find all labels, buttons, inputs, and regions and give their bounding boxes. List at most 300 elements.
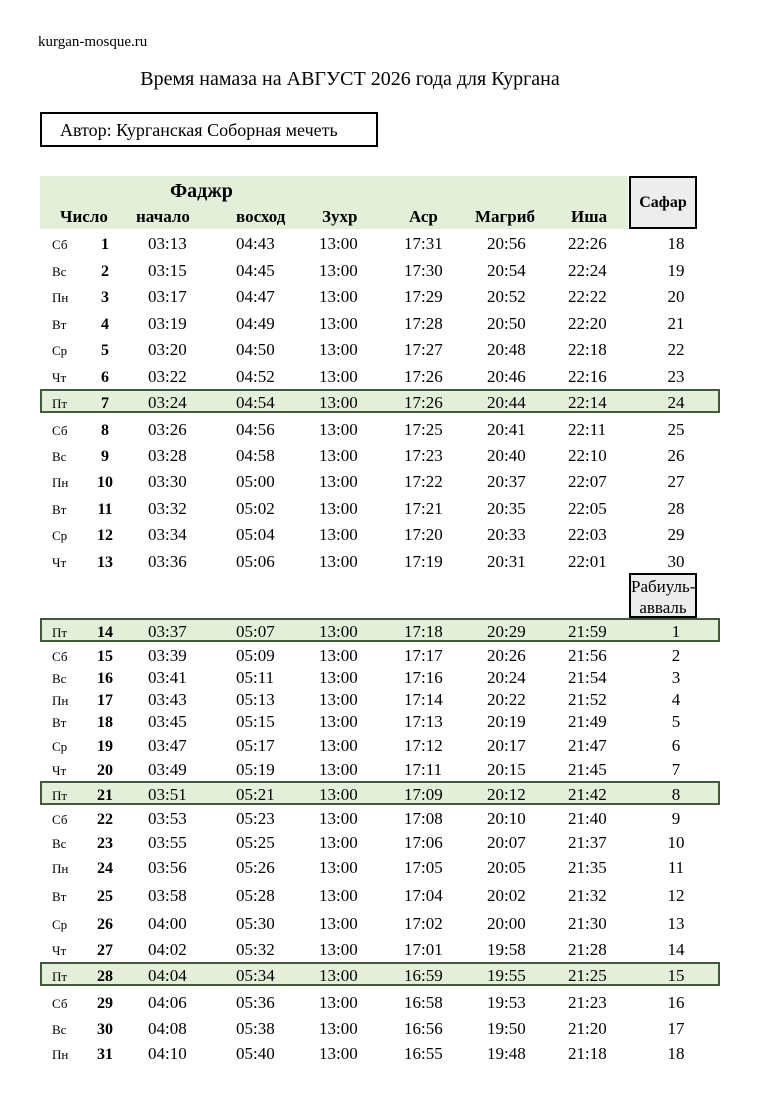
table-row bbox=[0, 806, 770, 830]
hijri-day-cell: 15 bbox=[667, 966, 685, 985]
day-number-cell: 8 bbox=[101, 422, 109, 439]
weekday-cell: Вс bbox=[52, 836, 67, 851]
time-cell-f: 04:08 bbox=[148, 1019, 187, 1038]
site-url: kurgan-mosque.ru bbox=[38, 34, 148, 50]
table-row bbox=[0, 990, 770, 1014]
time-cell-s: 05:09 bbox=[236, 646, 275, 665]
asr-header: Аср bbox=[409, 207, 438, 226]
time-cell-s: 04:45 bbox=[236, 261, 275, 280]
time-cell-m: 20:02 bbox=[487, 886, 526, 905]
day-number-cell: 24 bbox=[97, 860, 113, 877]
weekday-cell: Чт bbox=[52, 370, 67, 385]
table-row bbox=[0, 733, 770, 757]
table-row bbox=[0, 883, 770, 907]
time-cell-m: 20:40 bbox=[487, 446, 526, 465]
time-cell-z: 13:00 bbox=[319, 499, 358, 518]
time-cell-i: 22:16 bbox=[568, 367, 607, 386]
table-row bbox=[0, 337, 770, 361]
time-cell-i: 22:01 bbox=[568, 552, 607, 571]
weekday-cell: Пт bbox=[52, 788, 68, 803]
time-cell-s: 04:50 bbox=[236, 340, 275, 359]
day-number-cell: 16 bbox=[97, 670, 113, 687]
time-cell-a: 17:06 bbox=[404, 833, 443, 852]
time-cell-f: 03:58 bbox=[148, 886, 187, 905]
weekday-cell: Сб bbox=[52, 237, 68, 252]
time-cell-f: 03:30 bbox=[148, 472, 187, 491]
weekday-cell: Вт bbox=[52, 889, 67, 904]
time-cell-i: 21:54 bbox=[568, 668, 607, 687]
time-cell-a: 17:04 bbox=[404, 886, 443, 905]
weekday-cell: Ср bbox=[52, 343, 68, 358]
day-number-cell: 7 bbox=[101, 395, 109, 412]
time-cell-z: 13:00 bbox=[319, 525, 358, 544]
time-cell-i: 21:25 bbox=[568, 966, 607, 985]
time-cell-s: 05:11 bbox=[236, 668, 275, 687]
weekday-cell: Вт bbox=[52, 715, 67, 730]
time-cell-f: 04:00 bbox=[148, 914, 187, 933]
time-cell-i: 22:03 bbox=[568, 525, 607, 544]
time-cell-f: 03:15 bbox=[148, 261, 187, 280]
hijri-day-cell: 24 bbox=[667, 393, 685, 412]
time-cell-a: 16:58 bbox=[404, 993, 443, 1012]
weekday-cell: Вс bbox=[52, 671, 67, 686]
time-cell-a: 17:23 bbox=[404, 446, 443, 465]
day-number-cell: 31 bbox=[97, 1046, 113, 1063]
time-cell-m: 20:48 bbox=[487, 340, 526, 359]
time-cell-a: 17:19 bbox=[404, 552, 443, 571]
time-cell-f: 03:45 bbox=[148, 712, 187, 731]
time-cell-a: 17:12 bbox=[404, 736, 443, 755]
weekday-cell: Сб bbox=[52, 649, 68, 664]
time-cell-a: 17:25 bbox=[404, 420, 443, 439]
hijri-day-cell: 14 bbox=[667, 940, 685, 959]
time-cell-z: 13:00 bbox=[319, 858, 358, 877]
day-number-cell: 20 bbox=[97, 762, 113, 779]
hijri-day-cell: 9 bbox=[671, 809, 681, 828]
time-cell-s: 05:26 bbox=[236, 858, 275, 877]
table-row bbox=[0, 709, 770, 733]
table-row bbox=[0, 522, 770, 546]
hijri-day-cell: 29 bbox=[667, 525, 685, 544]
time-cell-z: 13:00 bbox=[319, 966, 358, 985]
time-cell-i: 21:47 bbox=[568, 736, 607, 755]
weekday-cell: Пт bbox=[52, 396, 68, 411]
table-row bbox=[0, 311, 770, 335]
time-cell-a: 17:22 bbox=[404, 472, 443, 491]
time-cell-i: 21:56 bbox=[568, 646, 607, 665]
time-cell-a: 16:56 bbox=[404, 1019, 443, 1038]
dhuhr-header: Зухр bbox=[322, 207, 358, 226]
time-cell-f: 03:24 bbox=[148, 393, 187, 412]
time-cell-a: 17:26 bbox=[404, 367, 443, 386]
time-cell-z: 13:00 bbox=[319, 367, 358, 386]
time-cell-a: 17:09 bbox=[404, 785, 443, 804]
day-number-cell: 25 bbox=[97, 888, 113, 905]
table-row bbox=[0, 619, 770, 643]
time-cell-z: 13:00 bbox=[319, 809, 358, 828]
time-cell-f: 04:02 bbox=[148, 940, 187, 959]
weekday-cell: Пн bbox=[52, 1047, 69, 1062]
hijri-day-cell: 13 bbox=[667, 914, 685, 933]
time-cell-m: 20:24 bbox=[487, 668, 526, 687]
time-cell-z: 13:00 bbox=[319, 690, 358, 709]
day-number-cell: 9 bbox=[101, 448, 109, 465]
time-cell-z: 13:00 bbox=[319, 314, 358, 333]
time-cell-z: 13:00 bbox=[319, 622, 358, 641]
day-number-cell: 27 bbox=[97, 942, 113, 959]
table-row bbox=[0, 687, 770, 711]
weekday-cell: Ср bbox=[52, 528, 68, 543]
time-cell-a: 16:59 bbox=[404, 966, 443, 985]
time-cell-z: 13:00 bbox=[319, 785, 358, 804]
time-cell-i: 21:40 bbox=[568, 809, 607, 828]
time-cell-m: 20:44 bbox=[487, 393, 526, 412]
time-cell-s: 05:32 bbox=[236, 940, 275, 959]
time-cell-i: 22:10 bbox=[568, 446, 607, 465]
hijri-day-cell: 12 bbox=[667, 886, 685, 905]
time-cell-i: 21:20 bbox=[568, 1019, 607, 1038]
time-cell-a: 17:17 bbox=[404, 646, 443, 665]
day-header: Число bbox=[60, 207, 108, 226]
time-cell-s: 05:00 bbox=[236, 472, 275, 491]
hijri-day-cell: 16 bbox=[667, 993, 685, 1012]
time-cell-i: 22:18 bbox=[568, 340, 607, 359]
hijri-day-cell: 10 bbox=[667, 833, 685, 852]
time-cell-z: 13:00 bbox=[319, 668, 358, 687]
table-row bbox=[0, 665, 770, 689]
time-cell-i: 21:30 bbox=[568, 914, 607, 933]
table-row bbox=[0, 364, 770, 388]
time-cell-s: 05:07 bbox=[236, 622, 275, 641]
time-cell-s: 05:15 bbox=[236, 712, 275, 731]
time-cell-i: 21:23 bbox=[568, 993, 607, 1012]
day-number-cell: 15 bbox=[97, 648, 113, 665]
time-cell-i: 22:14 bbox=[568, 393, 607, 412]
time-cell-i: 22:26 bbox=[568, 234, 607, 253]
time-cell-s: 05:23 bbox=[236, 809, 275, 828]
day-number-cell: 28 bbox=[97, 968, 113, 985]
table-row bbox=[0, 258, 770, 282]
time-cell-i: 21:45 bbox=[568, 760, 607, 779]
table-row bbox=[0, 963, 770, 987]
table-row bbox=[0, 643, 770, 667]
weekday-cell: Чт bbox=[52, 943, 67, 958]
time-cell-m: 20:12 bbox=[487, 785, 526, 804]
time-cell-f: 03:34 bbox=[148, 525, 187, 544]
time-cell-z: 13:00 bbox=[319, 993, 358, 1012]
time-cell-f: 03:55 bbox=[148, 833, 187, 852]
time-cell-m: 20:54 bbox=[487, 261, 526, 280]
time-cell-s: 05:28 bbox=[236, 886, 275, 905]
table-row bbox=[0, 757, 770, 781]
time-cell-a: 17:26 bbox=[404, 393, 443, 412]
time-cell-a: 17:05 bbox=[404, 858, 443, 877]
time-cell-i: 21:42 bbox=[568, 785, 607, 804]
time-cell-s: 04:58 bbox=[236, 446, 275, 465]
day-number-cell: 12 bbox=[97, 527, 113, 544]
table-row bbox=[0, 782, 770, 806]
time-cell-m: 19:48 bbox=[487, 1044, 526, 1063]
time-cell-s: 05:17 bbox=[236, 736, 275, 755]
time-cell-a: 17:29 bbox=[404, 287, 443, 306]
hijri-day-cell: 28 bbox=[667, 499, 685, 518]
hijri-month-rabi-al-awwal: Рабиуль- авваль bbox=[629, 573, 697, 618]
time-cell-s: 05:38 bbox=[236, 1019, 275, 1038]
time-cell-i: 21:18 bbox=[568, 1044, 607, 1063]
day-number-cell: 2 bbox=[101, 263, 109, 280]
time-cell-z: 13:00 bbox=[319, 833, 358, 852]
time-cell-z: 13:00 bbox=[319, 420, 358, 439]
time-cell-s: 04:52 bbox=[236, 367, 275, 386]
day-number-cell: 18 bbox=[97, 714, 113, 731]
time-cell-s: 05:40 bbox=[236, 1044, 275, 1063]
hijri-day-cell: 5 bbox=[671, 712, 681, 731]
hijri-day-cell: 30 bbox=[667, 552, 685, 571]
hijri-day-cell: 6 bbox=[671, 736, 681, 755]
day-number-cell: 29 bbox=[97, 995, 113, 1012]
time-cell-z: 13:00 bbox=[319, 712, 358, 731]
hijri-day-cell: 7 bbox=[671, 760, 681, 779]
time-cell-m: 20:50 bbox=[487, 314, 526, 333]
time-cell-z: 13:00 bbox=[319, 552, 358, 571]
time-cell-a: 17:28 bbox=[404, 314, 443, 333]
time-cell-f: 03:49 bbox=[148, 760, 187, 779]
weekday-cell: Сб bbox=[52, 423, 68, 438]
time-cell-i: 22:22 bbox=[568, 287, 607, 306]
time-cell-i: 21:37 bbox=[568, 833, 607, 852]
time-cell-f: 03:32 bbox=[148, 499, 187, 518]
time-cell-m: 20:56 bbox=[487, 234, 526, 253]
hijri-day-cell: 22 bbox=[667, 340, 685, 359]
time-cell-f: 03:26 bbox=[148, 420, 187, 439]
time-cell-s: 05:21 bbox=[236, 785, 275, 804]
day-number-cell: 11 bbox=[97, 501, 113, 518]
time-cell-f: 03:36 bbox=[148, 552, 187, 571]
time-cell-z: 13:00 bbox=[319, 886, 358, 905]
hijri-day-cell: 20 bbox=[667, 287, 685, 306]
table-row bbox=[0, 1041, 770, 1065]
time-cell-m: 20:26 bbox=[487, 646, 526, 665]
time-cell-s: 04:43 bbox=[236, 234, 275, 253]
time-cell-f: 03:43 bbox=[148, 690, 187, 709]
time-cell-a: 17:18 bbox=[404, 622, 443, 641]
hijri-day-cell: 18 bbox=[667, 234, 685, 253]
time-cell-m: 20:52 bbox=[487, 287, 526, 306]
table-row bbox=[0, 417, 770, 441]
time-cell-f: 03:41 bbox=[148, 668, 187, 687]
hijri-day-cell: 1 bbox=[671, 622, 681, 641]
page-title: Время намаза на АВГУСТ 2026 года для Кургана bbox=[140, 68, 560, 90]
weekday-cell: Пн bbox=[52, 290, 69, 305]
isha-header: Иша bbox=[571, 207, 608, 226]
time-cell-z: 13:00 bbox=[319, 1044, 358, 1063]
time-cell-m: 19:53 bbox=[487, 993, 526, 1012]
time-cell-m: 20:31 bbox=[487, 552, 526, 571]
table-row bbox=[0, 830, 770, 854]
time-cell-f: 04:04 bbox=[148, 966, 187, 985]
time-cell-z: 13:00 bbox=[319, 472, 358, 491]
time-cell-m: 20:19 bbox=[487, 712, 526, 731]
time-cell-i: 21:35 bbox=[568, 858, 607, 877]
table-row bbox=[0, 937, 770, 961]
time-cell-f: 04:06 bbox=[148, 993, 187, 1012]
time-cell-z: 13:00 bbox=[319, 234, 358, 253]
time-cell-a: 17:21 bbox=[404, 499, 443, 518]
day-number-cell: 23 bbox=[97, 835, 113, 852]
time-cell-f: 03:13 bbox=[148, 234, 187, 253]
day-number-cell: 10 bbox=[97, 474, 113, 491]
time-cell-s: 04:47 bbox=[236, 287, 275, 306]
time-cell-a: 17:02 bbox=[404, 914, 443, 933]
time-cell-z: 13:00 bbox=[319, 736, 358, 755]
time-cell-z: 13:00 bbox=[319, 287, 358, 306]
day-number-cell: 21 bbox=[97, 787, 113, 804]
time-cell-s: 04:49 bbox=[236, 314, 275, 333]
time-cell-m: 20:35 bbox=[487, 499, 526, 518]
day-number-cell: 4 bbox=[101, 316, 109, 333]
time-cell-m: 20:37 bbox=[487, 472, 526, 491]
hijri-day-cell: 27 bbox=[667, 472, 685, 491]
time-cell-a: 16:55 bbox=[404, 1044, 443, 1063]
day-number-cell: 5 bbox=[101, 342, 109, 359]
time-cell-s: 05:30 bbox=[236, 914, 275, 933]
day-number-cell: 17 bbox=[97, 692, 113, 709]
day-number-cell: 22 bbox=[97, 811, 113, 828]
time-cell-s: 05:13 bbox=[236, 690, 275, 709]
table-row bbox=[0, 1016, 770, 1040]
hijri-day-cell: 3 bbox=[671, 668, 681, 687]
time-cell-i: 22:05 bbox=[568, 499, 607, 518]
time-cell-a: 17:08 bbox=[404, 809, 443, 828]
table-row bbox=[0, 549, 770, 573]
time-cell-m: 20:22 bbox=[487, 690, 526, 709]
time-cell-i: 22:11 bbox=[568, 420, 607, 439]
time-cell-s: 05:06 bbox=[236, 552, 275, 571]
hijri-day-cell: 18 bbox=[667, 1044, 685, 1063]
time-cell-f: 03:39 bbox=[148, 646, 187, 665]
time-cell-f: 03:20 bbox=[148, 340, 187, 359]
table-row bbox=[0, 855, 770, 879]
time-cell-a: 17:30 bbox=[404, 261, 443, 280]
time-cell-f: 03:37 bbox=[148, 622, 187, 641]
time-cell-i: 22:20 bbox=[568, 314, 607, 333]
time-cell-z: 13:00 bbox=[319, 646, 358, 665]
time-cell-i: 21:49 bbox=[568, 712, 607, 731]
time-cell-f: 03:51 bbox=[148, 785, 187, 804]
time-cell-m: 20:05 bbox=[487, 858, 526, 877]
time-cell-a: 17:01 bbox=[404, 940, 443, 959]
time-cell-a: 17:27 bbox=[404, 340, 443, 359]
time-cell-m: 20:17 bbox=[487, 736, 526, 755]
weekday-cell: Вс bbox=[52, 449, 67, 464]
hijri-day-cell: 21 bbox=[667, 314, 685, 333]
time-cell-m: 20:33 bbox=[487, 525, 526, 544]
weekday-cell: Чт bbox=[52, 555, 67, 570]
weekday-cell: Пт bbox=[52, 969, 68, 984]
time-cell-i: 21:52 bbox=[568, 690, 607, 709]
time-cell-z: 13:00 bbox=[319, 393, 358, 412]
day-number-cell: 26 bbox=[97, 916, 113, 933]
time-cell-m: 20:15 bbox=[487, 760, 526, 779]
sunrise-header: восход bbox=[236, 207, 286, 226]
hijri-day-cell: 19 bbox=[667, 261, 685, 280]
time-cell-f: 03:19 bbox=[148, 314, 187, 333]
time-cell-m: 20:07 bbox=[487, 833, 526, 852]
hijri-day-cell: 11 bbox=[667, 858, 685, 877]
time-cell-a: 17:20 bbox=[404, 525, 443, 544]
time-cell-f: 03:56 bbox=[148, 858, 187, 877]
weekday-cell: Вс bbox=[52, 264, 67, 279]
day-number-cell: 6 bbox=[101, 369, 109, 386]
hijri-day-cell: 25 bbox=[667, 420, 685, 439]
day-number-cell: 3 bbox=[101, 289, 109, 306]
day-number-cell: 14 bbox=[97, 624, 113, 641]
time-cell-m: 20:29 bbox=[487, 622, 526, 641]
maghrib-header: Магриб bbox=[475, 207, 536, 226]
time-cell-m: 19:55 bbox=[487, 966, 526, 985]
day-number-cell: 1 bbox=[101, 236, 109, 253]
time-cell-m: 19:50 bbox=[487, 1019, 526, 1038]
time-cell-s: 05:19 bbox=[236, 760, 275, 779]
day-number-cell: 30 bbox=[97, 1021, 113, 1038]
time-cell-z: 13:00 bbox=[319, 340, 358, 359]
time-cell-f: 03:47 bbox=[148, 736, 187, 755]
time-cell-a: 17:13 bbox=[404, 712, 443, 731]
weekday-cell: Пн bbox=[52, 475, 69, 490]
weekday-cell: Пт bbox=[52, 625, 68, 640]
table-row bbox=[0, 469, 770, 493]
hijri-day-cell: 26 bbox=[667, 446, 685, 465]
weekday-cell: Пн bbox=[52, 693, 69, 708]
hijri-day-cell: 8 bbox=[671, 785, 681, 804]
hijri-day-cell: 2 bbox=[671, 646, 681, 665]
weekday-cell: Ср bbox=[52, 917, 68, 932]
weekday-cell: Вс bbox=[52, 1022, 67, 1037]
time-cell-a: 17:16 bbox=[404, 668, 443, 687]
table-row bbox=[0, 443, 770, 467]
hijri-day-cell: 23 bbox=[667, 367, 685, 386]
time-cell-f: 03:28 bbox=[148, 446, 187, 465]
fajr-start-header: начало bbox=[136, 207, 190, 226]
author-box: Автор: Курганская Соборная мечеть bbox=[40, 112, 378, 147]
time-cell-s: 05:36 bbox=[236, 993, 275, 1012]
time-cell-m: 19:58 bbox=[487, 940, 526, 959]
time-cell-z: 13:00 bbox=[319, 914, 358, 933]
time-cell-s: 05:25 bbox=[236, 833, 275, 852]
time-cell-f: 03:53 bbox=[148, 809, 187, 828]
time-cell-a: 17:31 bbox=[404, 234, 443, 253]
hijri-month-safar: Сафар bbox=[629, 176, 697, 229]
time-cell-f: 04:10 bbox=[148, 1044, 187, 1063]
hijri-day-cell: 17 bbox=[667, 1019, 685, 1038]
weekday-cell: Чт bbox=[52, 763, 67, 778]
weekday-cell: Пн bbox=[52, 861, 69, 876]
time-cell-m: 20:00 bbox=[487, 914, 526, 933]
table-row bbox=[0, 231, 770, 255]
time-cell-s: 05:04 bbox=[236, 525, 275, 544]
time-cell-a: 17:11 bbox=[404, 760, 443, 779]
time-cell-s: 05:02 bbox=[236, 499, 275, 518]
weekday-cell: Сб bbox=[52, 996, 68, 1011]
time-cell-z: 13:00 bbox=[319, 1019, 358, 1038]
hijri-day-cell: 4 bbox=[671, 690, 681, 709]
table-row bbox=[0, 284, 770, 308]
weekday-cell: Сб bbox=[52, 812, 68, 827]
time-cell-z: 13:00 bbox=[319, 760, 358, 779]
time-cell-s: 04:56 bbox=[236, 420, 275, 439]
time-cell-i: 22:07 bbox=[568, 472, 607, 491]
time-cell-f: 03:17 bbox=[148, 287, 187, 306]
